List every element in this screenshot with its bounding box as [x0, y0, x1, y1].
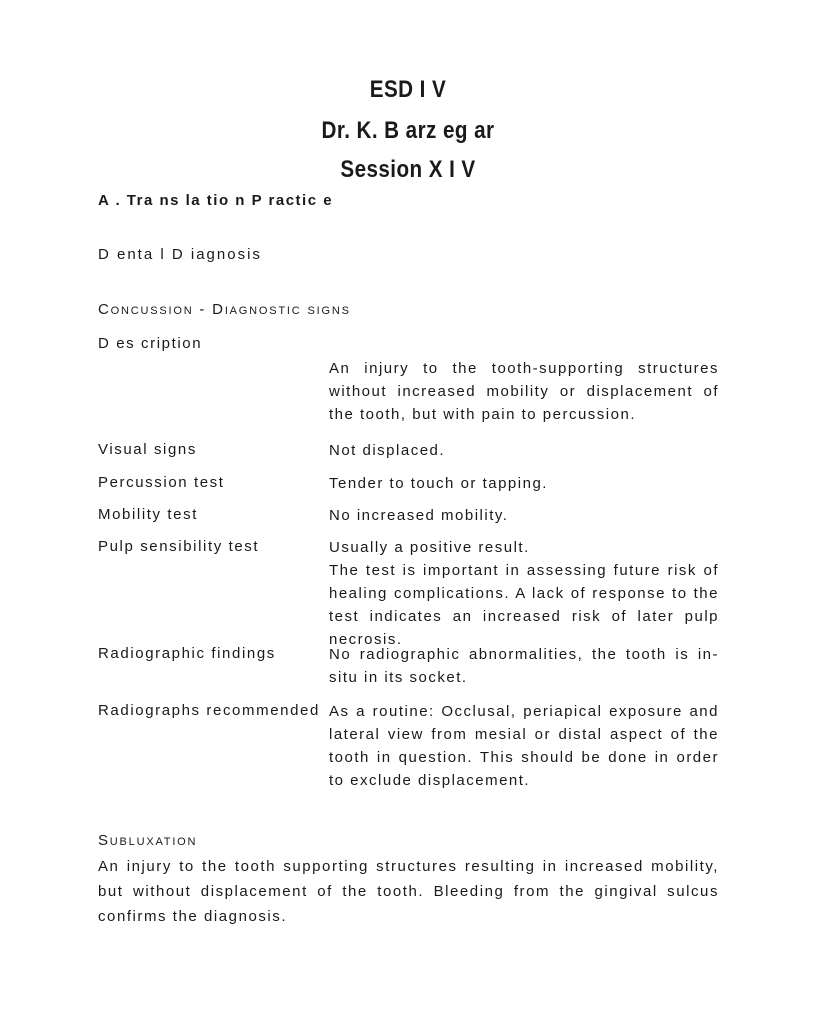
instructor-name-text: Dr. K. B arz eg ar: [321, 117, 495, 144]
subluxation-title: Subluxation: [98, 832, 198, 849]
row-label-pulp-sensibility-test: Pulp sensibility test: [98, 538, 260, 555]
session-title-text: Session X I V: [340, 156, 476, 183]
row-value-text: Not displaced.: [329, 442, 446, 459]
session-title: [57, 156, 759, 184]
row-value-radiographic-findings: [329, 643, 719, 689]
row-value-text: An injury to the tooth-supporting structures without increased mobility or displacement of the tooth, but with pain to percussion.: [329, 360, 719, 423]
row-value-mobility-test: [329, 504, 719, 527]
section-a-subheading: D enta l D iagnosis: [98, 246, 262, 263]
course-title-text: ESD I V: [369, 76, 447, 103]
row-value-text: Tender to touch or tapping.: [329, 475, 548, 492]
row-value-visual-signs: [329, 439, 719, 462]
row-value-text: No radiographic abnormalities, the tooth is in-situ in its socket.: [329, 646, 719, 686]
row-label-radiographic-findings: Radiographic findings: [98, 645, 276, 662]
row-value-pulp-sensibility-test: [329, 536, 719, 651]
row-value-text: As a routine: Occlusal, periapical exposure and lateral view from mesial or distal aspect of the tooth in question. This should be done in order to exclude displacement.: [329, 703, 719, 789]
row-value-percussion-test: [329, 472, 719, 495]
concussion-title: Concussion - Diagnostic signs: [98, 301, 351, 318]
row-value-text: Usually a positive result.: [329, 539, 530, 556]
row-label-description: D es cription: [98, 335, 203, 352]
row-value-text: The test is important in assessing future risk of healing complications. A lack of response to the test indicates an increased risk of later pulp necrosis.: [329, 562, 719, 648]
row-value-radiographs-recommended: [329, 700, 719, 792]
row-label-percussion-test: Percussion test: [98, 474, 225, 491]
row-label-visual-signs: Visual signs: [98, 441, 197, 458]
subluxation-text: An injury to the tooth supporting structures resulting in increased mobility, but without displacement of the tooth. Bleeding from the gingival sulcus confirms the diagnosis.: [98, 858, 719, 925]
instructor-name: [57, 117, 759, 145]
row-label-mobility-test: Mobility test: [98, 506, 198, 523]
row-label-radiographs-recommended: Radiographs recommended: [98, 702, 320, 719]
row-value-text: No increased mobility.: [329, 507, 509, 524]
section-a-heading: A . Tra ns la tio n P ractic e: [98, 192, 334, 209]
row-value-description: [329, 357, 719, 426]
course-title: [57, 76, 759, 104]
